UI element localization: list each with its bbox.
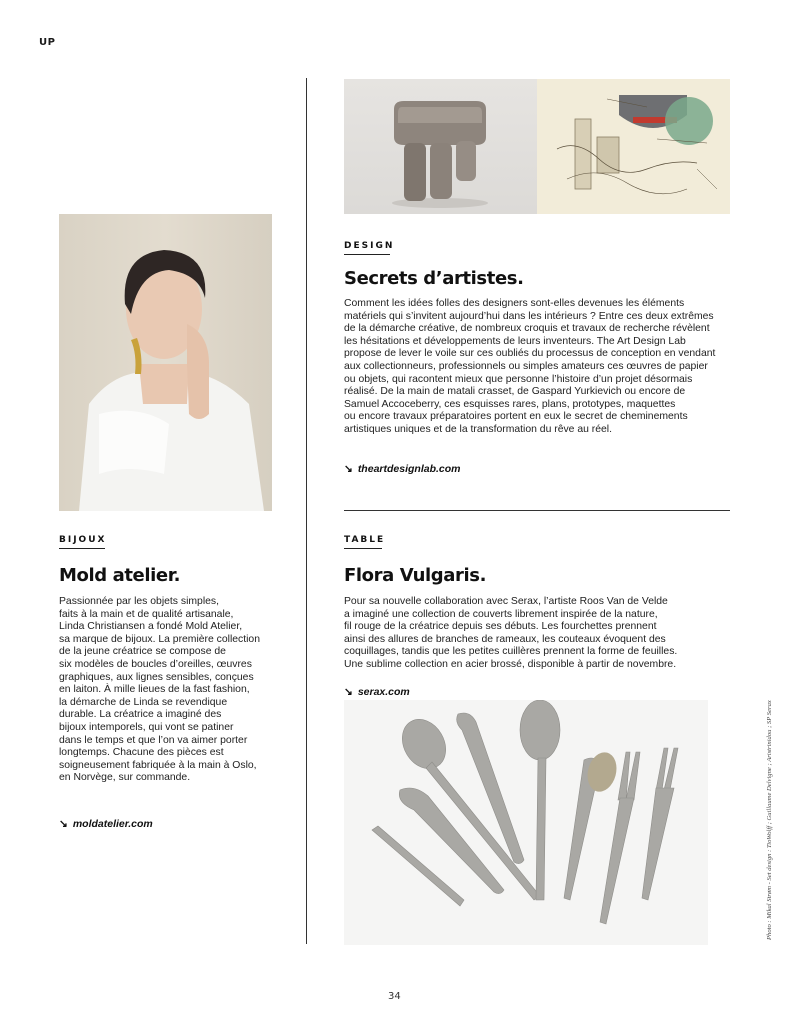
bijoux-body-line: Passionnée par les objets simples, (59, 596, 219, 607)
bijoux-body-line: durable. La créatrice a imaginé des (59, 709, 222, 721)
design-sketch-image (537, 79, 730, 214)
bijoux-body-line: six modèles de boucles d’oreilles, œuvres (59, 658, 252, 670)
bijoux-body-line: longtemps. Chacune des pièces est (59, 747, 224, 759)
column-divider (306, 78, 307, 944)
stone-chair-illustration (344, 79, 537, 214)
bijoux-body-line: en laiton. À mille lieues de la fast fashion, (59, 684, 250, 696)
design-section-tag: DESIGN (344, 241, 395, 251)
design-body-line: réalisé. De la main de matali crasset, de Gaspard Yurkievich ou encore de (344, 386, 686, 398)
cutlery-illustration (344, 700, 708, 945)
bijoux-body-line: la démarche de Linda se revendique (59, 696, 228, 708)
table-body-line: a imaginé une collection de couverts librement inspirée de la nature, (344, 608, 658, 620)
design-headline: Secrets d’artistes. (344, 268, 524, 289)
bijoux-article-body (59, 596, 299, 785)
bijoux-body-line: dans le temps et que l’on va aimer porter (59, 734, 248, 746)
design-sculpture-photo (344, 79, 537, 214)
bijoux-body-line: soigneusement fabriquée à la main à Oslo, (59, 759, 257, 771)
design-body-line: de la démarche créative, de nombreux croquis et travaux de recherche révèlent (344, 323, 710, 335)
design-body-line: matériels qui s’invitent aujourd’hui dans les intérieurs ? Entre ces deux extrêmes (344, 310, 714, 322)
design-body-line: Comment les idées folles des designers sont-elles devenues les éléments (344, 298, 685, 309)
bijoux-headline: Mold atelier. (59, 565, 181, 586)
table-headline: Flora Vulgaris. (344, 565, 487, 586)
bijoux-body-line: de la jeune créatrice se compose de (59, 646, 226, 658)
table-body-line: Pour sa nouvelle collaboration avec Serax, l’artiste Roos Van de Velde (344, 596, 668, 607)
arrow-icon: ↘ (59, 818, 68, 830)
design-body-line: ou encore travaux préparatoires portent en eux le secret de cheminements (344, 411, 688, 423)
bijoux-link-text[interactable]: moldatelier.com (72, 818, 153, 830)
bijoux-section-tag: BIJOUX (59, 535, 107, 545)
bijoux-tag-rule (59, 548, 105, 549)
design-body-line: propose de lever le voile sur ces oubliés du processus de conception en vendant (344, 348, 716, 360)
portrait-photo (59, 214, 272, 511)
table-link[interactable] (344, 686, 410, 698)
bijoux-body-line: Linda Christiansen a fondé Mold Atelier, (59, 621, 243, 633)
page-number: 34 (388, 991, 401, 1002)
section-label: UP (39, 37, 56, 48)
portrait-illustration (59, 214, 272, 511)
cutlery-photo (344, 700, 708, 945)
bijoux-body-line: graphiques, aux lignes sensibles, conçues (59, 671, 254, 683)
design-link-text[interactable]: theartdesignlab.com (357, 463, 461, 475)
design-body-line: les hésitations et développements de leurs inventeurs. The Art Design Lab (344, 335, 686, 347)
design-tag-rule (344, 254, 390, 255)
table-body-line: ainsi des allures de branches de rameaux, les couteaux évoquent des (344, 633, 666, 645)
table-body-line: coquillages, tandis que les petites cuillères prennent la forme de feuilles. (344, 646, 678, 658)
table-tag-rule (344, 548, 382, 549)
design-body-line: aux collectionneurs, professionnels ou simples amateurs ces œuvres de papier (344, 360, 708, 372)
table-article-body (344, 596, 736, 672)
bijoux-body-line: bijoux intemporels, qui vont se patiner (59, 721, 234, 733)
arrow-icon: ↘ (344, 463, 353, 475)
section-divider (344, 510, 730, 511)
table-body-line: Une sublime collection en acier brossé, disponible à partir de novembre. (344, 658, 677, 670)
sketch-illustration (537, 79, 730, 214)
design-body-line: Samuel Accoceberry, ces esquisses rares, plans, prototypes, maquettes (344, 398, 676, 410)
bijoux-link[interactable] (59, 818, 153, 830)
photo-credit: Photo : Mikal Strøm - Set design : TioWolff ; Guillaume Delvigne ; Aristrinidou ; SP Serax (766, 700, 773, 940)
design-body-line: artistiques uniques et de la transformation du rêve au réel. (344, 423, 613, 435)
table-body-line: fil rouge de la créatrice depuis ses débuts. Les fourchettes prennent (344, 621, 657, 633)
bijoux-body-line: faits à la main et de qualité artisanale, (59, 608, 234, 620)
bijoux-body-line: sa marque de bijoux. La première collection (59, 633, 260, 645)
design-article-body (344, 298, 736, 437)
table-link-text[interactable]: serax.com (357, 686, 410, 698)
arrow-icon: ↘ (344, 686, 353, 698)
design-body-line: ou objets, qui racontent mieux que personne l’histoire d’un projet désormais (344, 373, 693, 385)
bijoux-body-line: en Norvège, sur commande. (59, 772, 191, 784)
table-section-tag: TABLE (344, 535, 386, 545)
design-link[interactable] (344, 463, 461, 475)
